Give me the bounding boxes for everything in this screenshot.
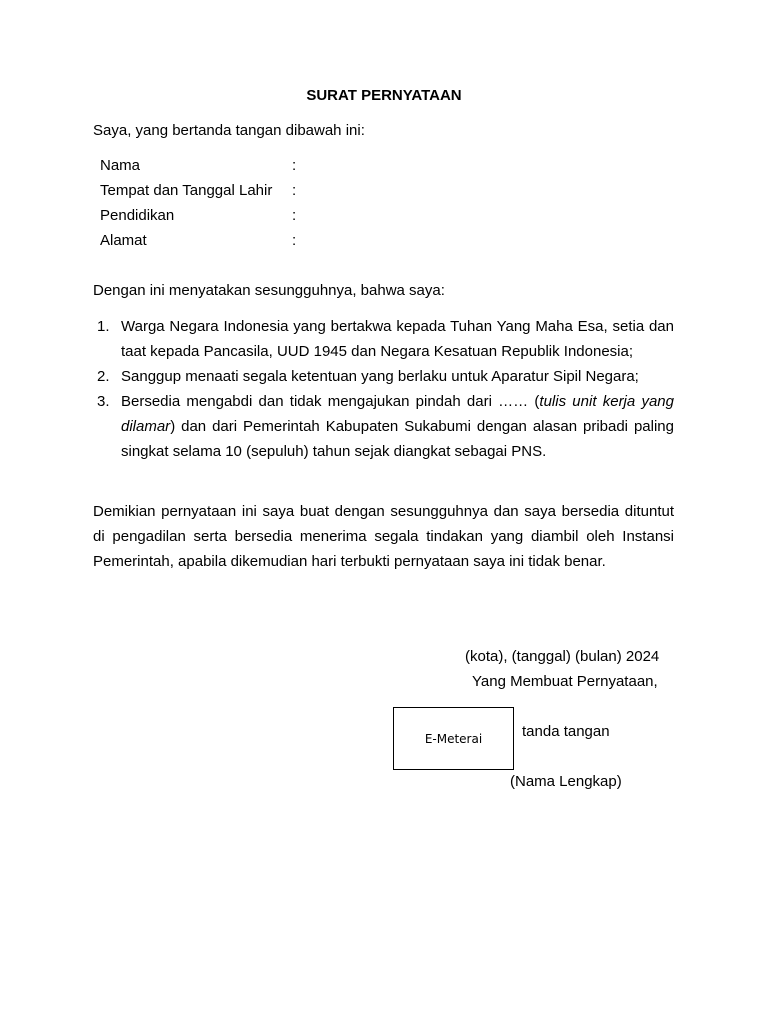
field-row-tempat-tanggal-lahir [100, 178, 312, 203]
intro-text: Saya, yang bertanda tangan dibawah ini: [93, 122, 365, 139]
point-text [121, 389, 674, 464]
signature-label: tanda tangan [522, 723, 610, 740]
point-text: Sanggup menaati segala ketentuan yang berlaku untuk Aparatur Sipil Negara; [121, 368, 639, 385]
e-meterai-label: E-Meterai [424, 731, 483, 746]
field-colon: : [292, 157, 297, 174]
place-date: (kota), (tanggal) (bulan) 2024 [465, 648, 660, 665]
point-text: Warga Negara Indonesia yang bertakwa kepada Tuhan Yang Maha Esa, setia dan taat kepada Pancasila, UUD 1945 dan Negara Kesatuan Republik Indonesia; [121, 318, 674, 360]
field-row-nama [100, 153, 312, 178]
field-row-pendidikan [100, 203, 312, 228]
point-text-before: Bersedia mengabdi dan tidak mengajukan pindah dari …… ( [121, 393, 540, 410]
closing-paragraph: Demikian pernyataan ini saya buat dengan sesungguhnya dan saya bersedia dituntut di pengadilan serta bersedia menerima segala tindakan yang diambil oleh Instansi Pemerintah, apabila dikemudian hari terbukti pernyataan saya ini tidak benar. [93, 503, 674, 570]
field-row-alamat [100, 228, 312, 253]
e-meterai-box [393, 707, 514, 770]
field-colon: : [292, 182, 297, 199]
document-title: SURAT PERNYATAAN [306, 87, 462, 104]
list-item [93, 389, 674, 464]
statement-text: Dengan ini menyatakan sesungguhnya, bahwa saya: [93, 282, 445, 299]
statement-points [93, 314, 674, 464]
maker-label: Yang Membuat Pernyataan, [472, 673, 658, 690]
list-item [93, 364, 674, 389]
field-colon: : [292, 232, 297, 249]
point-number: 2. [97, 368, 110, 385]
fullname-label: (Nama Lengkap) [510, 773, 622, 790]
field-colon: : [292, 207, 297, 224]
point-number: 3. [97, 393, 110, 410]
field-label: Alamat [100, 232, 147, 249]
field-label: Tempat dan Tanggal Lahir [100, 182, 273, 199]
point-text-after: ) dan dari Pemerintah Kabupaten Sukabumi dengan alasan pribadi paling singkat selama 10 (sepuluh) tahun sejak diangkat sebagai PNS. [121, 418, 674, 460]
point-text-italic: tulis unit kerja yang dilamar [121, 393, 674, 435]
field-label: Nama [100, 157, 141, 174]
field-label: Pendidikan [100, 207, 175, 224]
point-number: 1. [97, 318, 110, 335]
identity-fields [100, 153, 312, 253]
list-item [93, 314, 674, 364]
